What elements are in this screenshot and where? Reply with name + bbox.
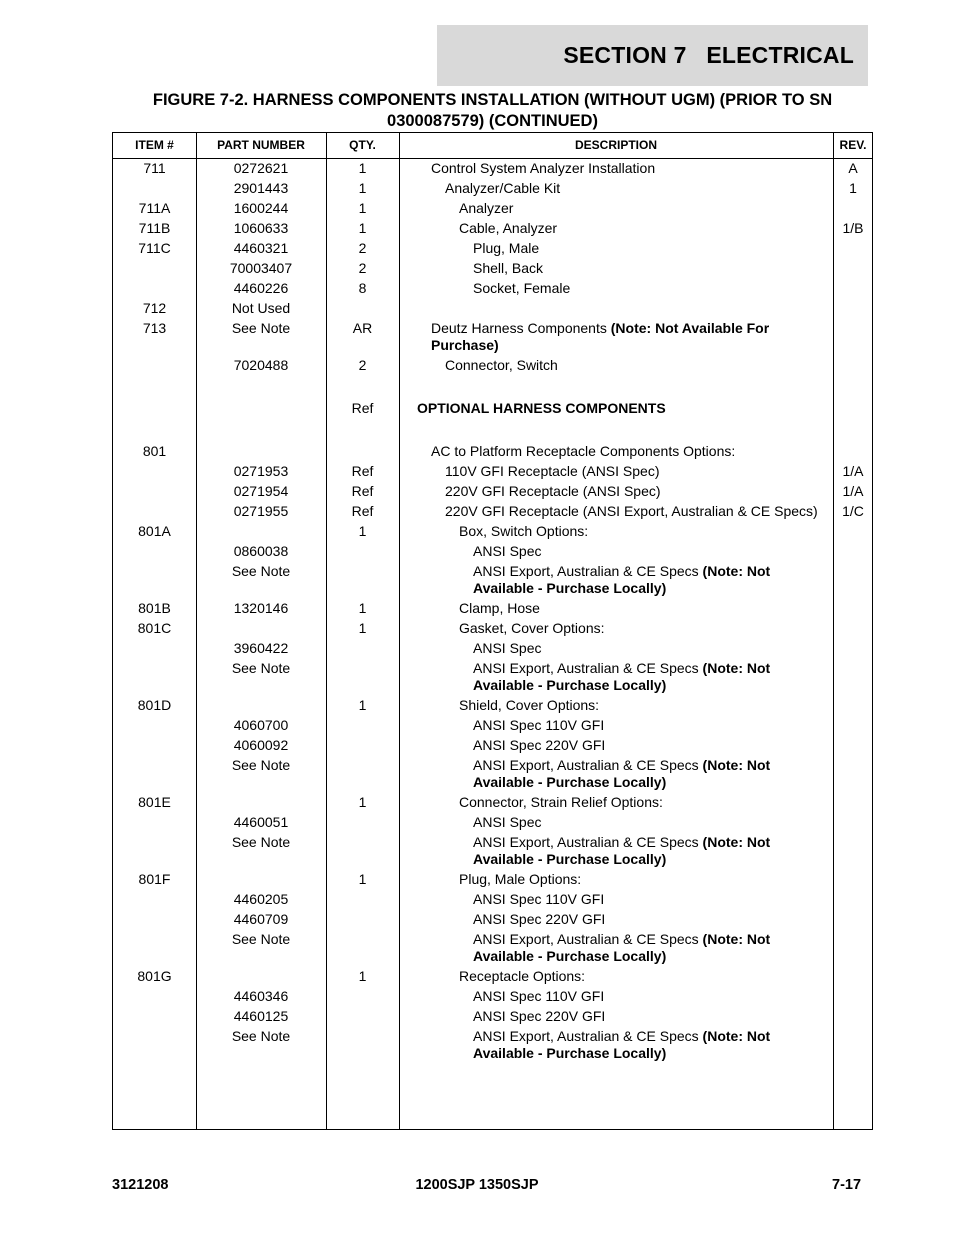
revision: 1/A: [842, 463, 864, 479]
quantity: 2: [358, 240, 367, 256]
quantity: 1: [358, 968, 367, 984]
description: [417, 968, 829, 985]
description-note: (Note: Not Available - Purchase Locally): [473, 1028, 771, 1061]
table-row: [113, 200, 872, 217]
item-number: 713: [142, 320, 167, 336]
figure-title-line-1: FIGURE 7-2. HARNESS COMPONENTS INSTALLATION (WITHOUT UGM) (PRIOR TO SN: [152, 91, 833, 109]
description: [417, 600, 829, 617]
description-text: ANSI Export, Australian & CE Specs: [473, 931, 703, 947]
description: [417, 834, 829, 868]
description-text: ANSI Spec 110V GFI: [473, 988, 605, 1004]
table-row: [113, 503, 872, 520]
description-text: ANSI Export, Australian & CE Specs: [473, 660, 703, 676]
description: [417, 931, 829, 965]
quantity: 1: [358, 697, 367, 713]
part-number: See Note: [231, 563, 291, 579]
footer-doc-number: 3121208: [112, 1177, 169, 1193]
description: [417, 1028, 829, 1062]
description-text: ANSI Export, Australian & CE Specs: [473, 563, 703, 579]
quantity: Ref: [351, 503, 374, 519]
description-text: 220V GFI Receptacle (ANSI Spec): [445, 483, 661, 499]
table-row: [113, 968, 872, 985]
description: [417, 463, 829, 480]
part-number: 4460346: [233, 988, 289, 1004]
table-row: [113, 988, 872, 1005]
part-number: 7020488: [233, 357, 289, 373]
item-number: 801B: [138, 600, 171, 616]
table-row: [113, 871, 872, 888]
part-number: 0272621: [233, 160, 289, 176]
description: [417, 483, 829, 500]
footer-models: 1200SJP 1350SJP: [415, 1177, 539, 1193]
item-number: 801G: [137, 968, 172, 984]
table-row: [113, 483, 872, 500]
table-row: [113, 523, 872, 540]
revision: A: [848, 160, 858, 176]
table-row: [113, 280, 872, 297]
table-row: [113, 563, 872, 597]
description: [417, 737, 829, 754]
table-row: [113, 160, 872, 177]
header-rev: REV.: [839, 138, 867, 152]
part-number: 0860038: [233, 543, 289, 559]
description-text: 110V GFI Receptacle (ANSI Spec): [445, 463, 660, 479]
description-note: (Note: Not Available - Purchase Locally): [473, 660, 771, 693]
description-text: Gasket, Cover Options:: [459, 620, 605, 636]
description-text: ANSI Export, Australian & CE Specs: [473, 1028, 703, 1044]
description: [417, 697, 829, 714]
quantity: AR: [352, 320, 373, 336]
part-number: 4460709: [233, 911, 289, 927]
description: [417, 280, 829, 297]
part-number: See Note: [231, 834, 291, 850]
quantity: 1: [358, 180, 367, 196]
part-number: 4460205: [233, 891, 289, 907]
figure-title-line-2: 0300087579) (CONTINUED): [387, 112, 598, 130]
table-row: [113, 443, 872, 460]
part-number: 0271954: [233, 483, 289, 499]
part-number: 4460125: [233, 1008, 289, 1024]
quantity: 1: [358, 620, 367, 636]
description-text: Analyzer/Cable Kit: [445, 180, 561, 196]
table-row: [113, 737, 872, 754]
description: [417, 814, 829, 831]
table-row: [113, 357, 872, 374]
header-qty: QTY.: [349, 138, 376, 152]
table-body: [113, 160, 872, 1065]
description-text: Shell, Back: [473, 260, 544, 276]
quantity: Ref: [351, 463, 374, 479]
table-row: [113, 1008, 872, 1025]
item-number: 801A: [138, 523, 171, 539]
description: [417, 240, 829, 257]
table-row: [113, 640, 872, 657]
table-row: [113, 834, 872, 868]
description: [417, 200, 829, 217]
table-row: [113, 757, 872, 791]
description-note: (Note: Not Available For Purchase): [431, 320, 770, 353]
description: [417, 503, 829, 520]
part-number: 1060633: [233, 220, 289, 236]
description-text: ANSI Export, Australian & CE Specs: [473, 757, 703, 773]
item-number: 801: [142, 443, 167, 459]
table-row: [113, 717, 872, 734]
part-number: See Note: [231, 757, 291, 773]
quantity: 1: [358, 200, 367, 216]
table-row: [113, 660, 872, 694]
description-text: Analyzer: [459, 200, 514, 216]
description-text: Deutz Harness Components: [431, 320, 611, 336]
item-number: 801F: [138, 871, 171, 887]
item-number: 801D: [137, 697, 172, 713]
table-row: [113, 377, 872, 397]
description: [417, 717, 829, 734]
revision: 1/B: [842, 220, 864, 236]
description-text: Plug, Male: [473, 240, 540, 256]
description: [417, 443, 829, 460]
part-number: 0271953: [233, 463, 289, 479]
table-row: [113, 463, 872, 480]
item-number: 711: [143, 160, 166, 176]
description-text: Plug, Male Options:: [459, 871, 582, 887]
item-number: 801C: [137, 620, 172, 636]
description: [417, 757, 829, 791]
quantity: Ref: [351, 483, 374, 499]
part-number: 1320146: [233, 600, 289, 616]
description: [417, 794, 829, 811]
table-row: [113, 180, 872, 197]
table-row: [113, 697, 872, 714]
table-row: [113, 220, 872, 237]
description-text: Control System Analyzer Installation: [431, 160, 656, 176]
table-header: [113, 133, 872, 159]
description: [417, 911, 829, 928]
header-description: DESCRIPTION: [574, 138, 657, 152]
description-text: Connector, Switch: [445, 357, 558, 373]
description-text: Clamp, Hose: [459, 600, 540, 616]
quantity: 1: [358, 871, 367, 887]
quantity: Ref: [351, 400, 374, 416]
table-row: [113, 240, 872, 257]
quantity: 1: [358, 600, 367, 616]
revision: 1/A: [842, 483, 864, 499]
part-number: 2901443: [233, 180, 289, 196]
description-note: OPTIONAL HARNESS COMPONENTS: [417, 400, 666, 416]
description: [417, 400, 829, 417]
part-number: See Note: [231, 320, 291, 336]
part-number: 0271955: [233, 503, 289, 519]
description-text: ANSI Export, Australian & CE Specs: [473, 834, 703, 850]
part-number: 3960422: [233, 640, 289, 656]
table-row: [113, 600, 872, 617]
description-text: Shield, Cover Options:: [459, 697, 600, 713]
part-number: 1600244: [233, 200, 289, 216]
footer-page-number: 7-17: [832, 1177, 862, 1193]
item-number: 801E: [138, 794, 171, 810]
item-number: 711A: [138, 200, 171, 216]
description: [417, 988, 829, 1005]
item-number: 712: [142, 300, 167, 316]
description-text: 220V GFI Receptacle (ANSI Export, Australian & CE Specs): [445, 503, 818, 519]
table-row: [113, 320, 872, 354]
description-note: (Note: Not Available - Purchase Locally): [473, 757, 771, 790]
description-text: ANSI Spec 220V GFI: [473, 1008, 606, 1024]
quantity: 2: [358, 260, 367, 276]
table-row: [113, 260, 872, 277]
description: [417, 357, 829, 374]
description-text: ANSI Spec 220V GFI: [473, 737, 606, 753]
part-number: 4060092: [233, 737, 289, 753]
table-row: [113, 814, 872, 831]
description: [417, 640, 829, 657]
part-number: 4460226: [233, 280, 289, 296]
description-text: ANSI Spec: [473, 543, 542, 559]
part-number: See Note: [231, 931, 291, 947]
description-text: ANSI Spec: [473, 814, 542, 830]
header-item: ITEM #: [135, 138, 174, 152]
description-text: ANSI Spec: [473, 640, 542, 656]
description: [417, 1008, 829, 1025]
description-text: ANSI Spec 110V GFI: [473, 891, 605, 907]
section-title: SECTION 7 ELECTRICAL: [563, 42, 854, 68]
table-row: [113, 400, 872, 417]
table-row: [113, 420, 872, 440]
description: [417, 871, 829, 888]
description-text: Socket, Female: [473, 280, 571, 296]
part-number: 4460321: [233, 240, 289, 256]
description-text: Receptacle Options:: [459, 968, 586, 984]
part-number: 4060700: [233, 717, 289, 733]
description-text: Cable, Analyzer: [459, 220, 558, 236]
header-part-number: PART NUMBER: [217, 138, 305, 152]
section-header: [437, 25, 868, 86]
quantity: 8: [358, 280, 367, 296]
table-row: [113, 931, 872, 965]
description: [417, 563, 829, 597]
part-number: Not Used: [231, 300, 291, 316]
parts-table: [112, 132, 873, 1130]
description: [417, 620, 829, 637]
description: [417, 660, 829, 694]
description: [417, 220, 829, 237]
description: [417, 260, 829, 277]
revision: 1/C: [842, 503, 864, 519]
quantity: 1: [358, 220, 367, 236]
description-note: (Note: Not Available - Purchase Locally): [473, 834, 771, 867]
description: [417, 160, 829, 177]
table-row: [113, 543, 872, 560]
description-text: ANSI Spec 220V GFI: [473, 911, 606, 927]
item-number: 711B: [138, 220, 171, 236]
quantity: 2: [358, 357, 367, 373]
item-number: 711C: [138, 240, 171, 256]
table-row: [113, 891, 872, 908]
description-text: AC to Platform Receptacle Components Options:: [431, 443, 736, 459]
description: [417, 891, 829, 908]
table-row: [113, 300, 872, 317]
figure-title: [112, 90, 873, 132]
description-text: Connector, Strain Relief Options:: [459, 794, 663, 810]
table-row: [113, 794, 872, 811]
description: [417, 523, 829, 540]
part-number: 70003407: [229, 260, 293, 276]
quantity: 1: [358, 523, 367, 539]
description: [417, 543, 829, 560]
quantity: 1: [358, 160, 367, 176]
description-note: (Note: Not Available - Purchase Locally): [473, 563, 771, 596]
table-row: [113, 911, 872, 928]
description-text: ANSI Spec 110V GFI: [473, 717, 605, 733]
part-number: 4460051: [233, 814, 289, 830]
description: [417, 320, 829, 354]
quantity: 1: [358, 794, 367, 810]
part-number: See Note: [231, 1028, 291, 1044]
revision: 1: [849, 180, 857, 196]
description: [417, 180, 829, 197]
part-number: See Note: [231, 660, 291, 676]
table-row: [113, 1028, 872, 1062]
description-text: Box, Switch Options:: [459, 523, 589, 539]
table-row: [113, 620, 872, 637]
description-note: (Note: Not Available - Purchase Locally): [473, 931, 771, 964]
